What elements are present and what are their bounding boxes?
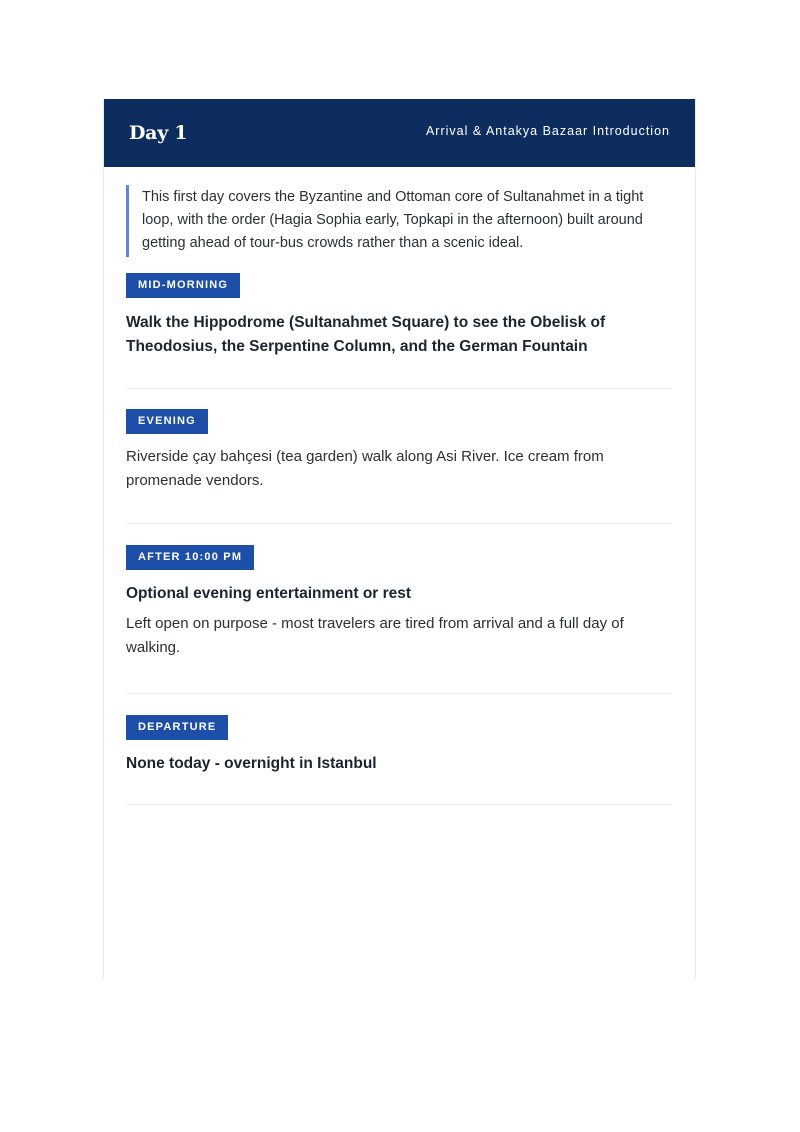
day-intro: This first day covers the Byzantine and Ottoman core of Sultanahmet in a tight loop, with the order (Hagia Sophia early, Topkapi in the afternoon) built around getting ahead of tour-bus crowds rather than a scenic ideal. [126, 185, 672, 257]
day-header [104, 99, 695, 167]
card-fade [104, 819, 695, 979]
day-content [104, 167, 695, 805]
schedule-section-after-10pm [126, 524, 672, 694]
schedule-section-departure [126, 694, 672, 805]
activity-title: Optional evening entertainment or rest [126, 585, 412, 602]
activity-text: Left open on purpose - most travelers are tired from arrival and a full day of walking. [126, 615, 624, 656]
time-badge: EVENING [126, 409, 208, 434]
day-title: Day 1 [129, 122, 188, 144]
day-subtitle: Arrival & Antakya Bazaar Introduction [425, 124, 670, 138]
day-card [103, 99, 696, 979]
activity-title: None today - overnight in Istanbul [126, 755, 377, 772]
schedule-section-evening [126, 389, 672, 524]
activity-text: Riverside çay bahçesi (tea garden) walk along Asi River. Ice cream from promenade vendors. [126, 448, 604, 489]
time-badge: MID-MORNING [126, 273, 240, 298]
time-badge: AFTER 10:00 PM [126, 545, 254, 570]
activity-title: Walk the Hippodrome (Sultanahmet Square) to see the Obelisk of Theodosius, the Serpentine Column, and the German Fountain [126, 314, 606, 355]
schedule-section-mid-morning [126, 273, 672, 389]
time-badge: DEPARTURE [126, 715, 228, 740]
